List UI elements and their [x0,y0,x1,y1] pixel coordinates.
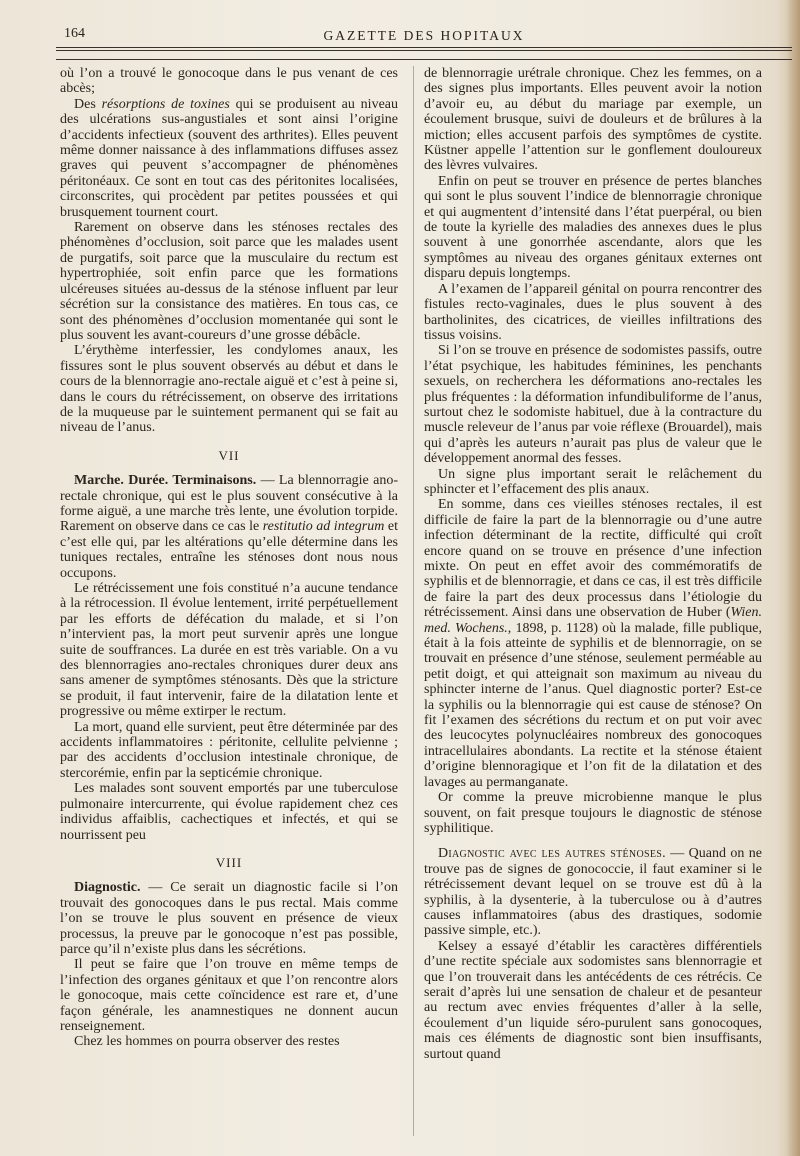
paragraph [60,880,398,957]
text-run: , 1898, p. 1128) où la malade, fille publique, était à la fois atteinte de syphilis et de blennorragie, on se trouvait en présence d’une sténose, seulement perméable au petit doigt, et qui atteignait son maximum au niveau du sphincter interne de l’anus. Quel diagnostic porter? Est-ce la syphilis ou la blennorragie qui est cause de sténose? On fit l’examen des sécrétions du rectum et on put voir avec des leucocytes polynucléaires nombreux des gonocoques intracellulaires abondants. La rectite et la sténose étaient d’origine blennoragique et l’on fit de la dilatation et des lavages au permanganate. [424,620,763,790]
paragraph-gap [424,836,762,846]
text-run: et c’est elle qui, par les altérations qu’elle détermine dans les tuniques rectales, entraîne les sténoses dont nous nous occupons. [60,519,399,581]
paragraph: où l’on a trouvé le gonocoque dans le pus venant de ces abcès; [60,66,398,97]
paragraph: Un signe plus important serait le relâchement du sphincter et l’effacement des plis anaux. [424,466,762,497]
paragraph [60,473,398,581]
paragraph: Rarement on observe dans les sténoses rectales des phénomènes d’occlusion, soit parce que les malades usent de purgatifs, soit parce que la musculaire du rectum est hypertrophiée, soit enfin parce que les formations ulcéreuses situées au-dessus de la sténose influent par leur sécrétion sur la consistance des matières. En tous cas, ce sont des phénomènes d’occlusion momentanée qui sont le plus souvent les avant-coureurs d’une grosse débâcle. [60,220,398,343]
paragraph: Si l’on se trouve en présence de sodomistes passifs, outre l’état psychique, les habitudes féminines, les penchants sexuels, on recherchera les déformations ano-rectales les plus fréquentes : la déformation infundibuliforme de l’anus, surtout chez le sodomiste habituel, due à la contracture du muscle releveur de l’anus par voie réflexe (Brouardel), mais qui d’après les auteurs n’aurait pas plus de valeur que le développement anormal des fesses. [424,343,762,467]
section-heading: Diagnostic avec les autres sténoses. [438,846,666,862]
paragraph: La mort, quand elle survient, peut être déterminée par des accidents inflammatoires : péritonite, cellulite pelvienne ; par des accidents d’occlusion intestinale chronique, de stercorémie, enfin par la septicémie chronique. [60,719,398,781]
text-run: qui se produisent au niveau des ulcérations sus-angustiales et sont ainsi l’origine d’accidents infectieux (souvent des arthrites). Elles peuvent même donner naissance à des inflammations diffuses assez graves qui peuvent s’accompagner de phénomènes péritonéaux. Ce sont en tout cas des péritonites localisées, circonscrites, qui procèdent par petites poussées et qui brusquement tournent court. [60,96,398,220]
italic-term: résorptions de toxines [101,96,230,112]
paragraph: Le rétrécissement une fois constitué n’a aucune tendance à la rétrocession. Il évolue lentement, irrité perpétuellement par les efforts de défécation du malade, et si l’on n’intervient pas, la mort peut survenir après une longue suite de souffrances. La durée en est très variable. On a vu des blennorragies ano-rectales chroniques durer deux ans sans amener de symptômes sténosants. Dès que la stricture se produit, il faut intervenir, faire de la dilatation lente et progressive ou même extirper le rectum. [60,581,398,720]
text-run: En somme, dans ces vieilles sténoses rectales, il est difficile de faire la part de la blennorragie ou d’une autre infection déterminant de la rectite, difficulté qui croît encore quand on se trouve en présence d’une infection mixte. On peut en effet avoir des commémoratifs de syphilis et de blennorragie, et dans ce cas, il est très difficile de faire la part des deux processus dans l’étiologie du rétrécissement. Ainsi dans une observation de Huber ( [424,497,762,621]
section-number-viii: VIII [215,854,243,870]
paragraph: L’érythème interfessier, les condylomes anaux, les fissures sont le plus souvent observés au début et dans le cours de la blennorragie ano-rectale aiguë et c’est à peine si, dans le cours du rétrécissement, on observe des irritations de la muqueuse par le suintement permanent qui se fait au niveau de l’anus. [60,343,398,436]
text-run: Des [74,96,102,112]
header-rule-bottom [56,59,792,60]
text-run: — Ce serait un diagnostic facile si l’on trouvait des gonocoques dans le pus rectal. Mais comme l’on se trouve le plus souvent en présence de vieux processus, la preuve par le gonocoque n’est pas possible, parce qu’il n’existe plus dans les sécrétions. [60,880,398,957]
paragraph: A l’examen de l’appareil génital on pourra rencontrer des fistules recto-vaginales, dues le plus souvent à des bartholinites, des cicatrices, de vieilles infiltrations des tissus voisins. [424,281,762,343]
column-divider [413,66,414,1136]
paragraph: Il peut se faire que l’on trouve en même temps de l’infection des organes génitaux et que l’on rencontre alors le gonocoque, mais cette coïncidence est rare et, d’une façon générale, les anamnestiques ne donnent aucun renseignement. [60,957,398,1034]
page-number: 164 [64,26,85,41]
section-heading: Marche. Durée. Terminaisons. [74,473,257,489]
italic-term: restitutio ad integrum [262,519,385,535]
journal-title: GAZETTE DES HOPITAUX [323,28,525,43]
paragraph [60,97,398,220]
section-number-vii: VII [218,447,240,463]
paragraph: de blennorragie urétrale chronique. Chez les femmes, on a des signes plus importants. Elles peuvent avoir la notion d’avoir eu, au début du mariage par exemple, un écoulement brusque, suivi de douleurs et de brûlures à la miction; elles accusent parfois des symptômes de cystite. Küstner appelle l’attention sur le gonflement douloureux des lèvres vulvaires. [424,66,762,174]
header-rule-middle [56,50,792,51]
header-rule-top [56,47,792,48]
paragraph: Les malades sont souvent emportés par une tuberculose pulmonaire intercurrente, qui évolue rapidement chez ces individus affaiblis, cachectiques et infectés, et qui se nourrissent peu [60,781,398,843]
paragraph: Enfin on peut se trouver en présence de pertes blanches qui sont le plus souvent l’indice de blennorragie chronique et qui augmentent d’intensité dans l’état puerpéral, ou bien de toute la kyrielle des maladies des annexes dues le plus souvent à une gonorrhée ascendante, alors que les symptômes au niveau des organes génitaux externes ont disparu depuis longtemps. [424,173,762,282]
left-column [60,66,398,1050]
page-edge-shadow [786,0,800,1156]
paragraph [424,497,762,790]
text-run: — Quand on ne trouve pas de signes de gonococcie, il faut examiner si le rétrécissement devant lequel on se trouve est dû à la syphilis, à la dysenterie, à la tuberculose ou à d’autres causes inflammatoires (abus des drastiques, sodomie passive simple, etc.). [424,846,762,939]
paragraph: Or comme la preuve microbienne manque le plus souvent, on fait presque toujours le diagnostic de sténose syphilitique. [424,790,762,836]
right-column [424,66,762,1062]
text-run: — La blennorragie ano-rectale chronique, qui est le plus souvent consécutive à la forme aiguë, a une marche très lente, une évolution torpide. Rarement on observe dans ce cas le [60,473,398,535]
paragraph [424,846,762,938]
italic-citation: Wien. med. Wochens. [424,605,762,636]
paragraph: Kelsey a essayé d’établir les caractères différentiels d’une rectite spéciale aux sodomistes sans blennorragie et que l’on trouverait dans les antécédents de ces rétrécis. Ce serait d’après lui une sensation de chaleur et de pesanteur au rectum avec envies fréquentes d’aller à la selle, écoulement d’un liquide séro-purulent sans gonocoques, mais ces éléments de diagnostic sont bien insuffisants, surtout quand [424,938,762,1062]
paragraph: Chez les hommes on pourra observer des restes [74,1034,340,1050]
section-heading: Diagnostic. [74,880,141,896]
